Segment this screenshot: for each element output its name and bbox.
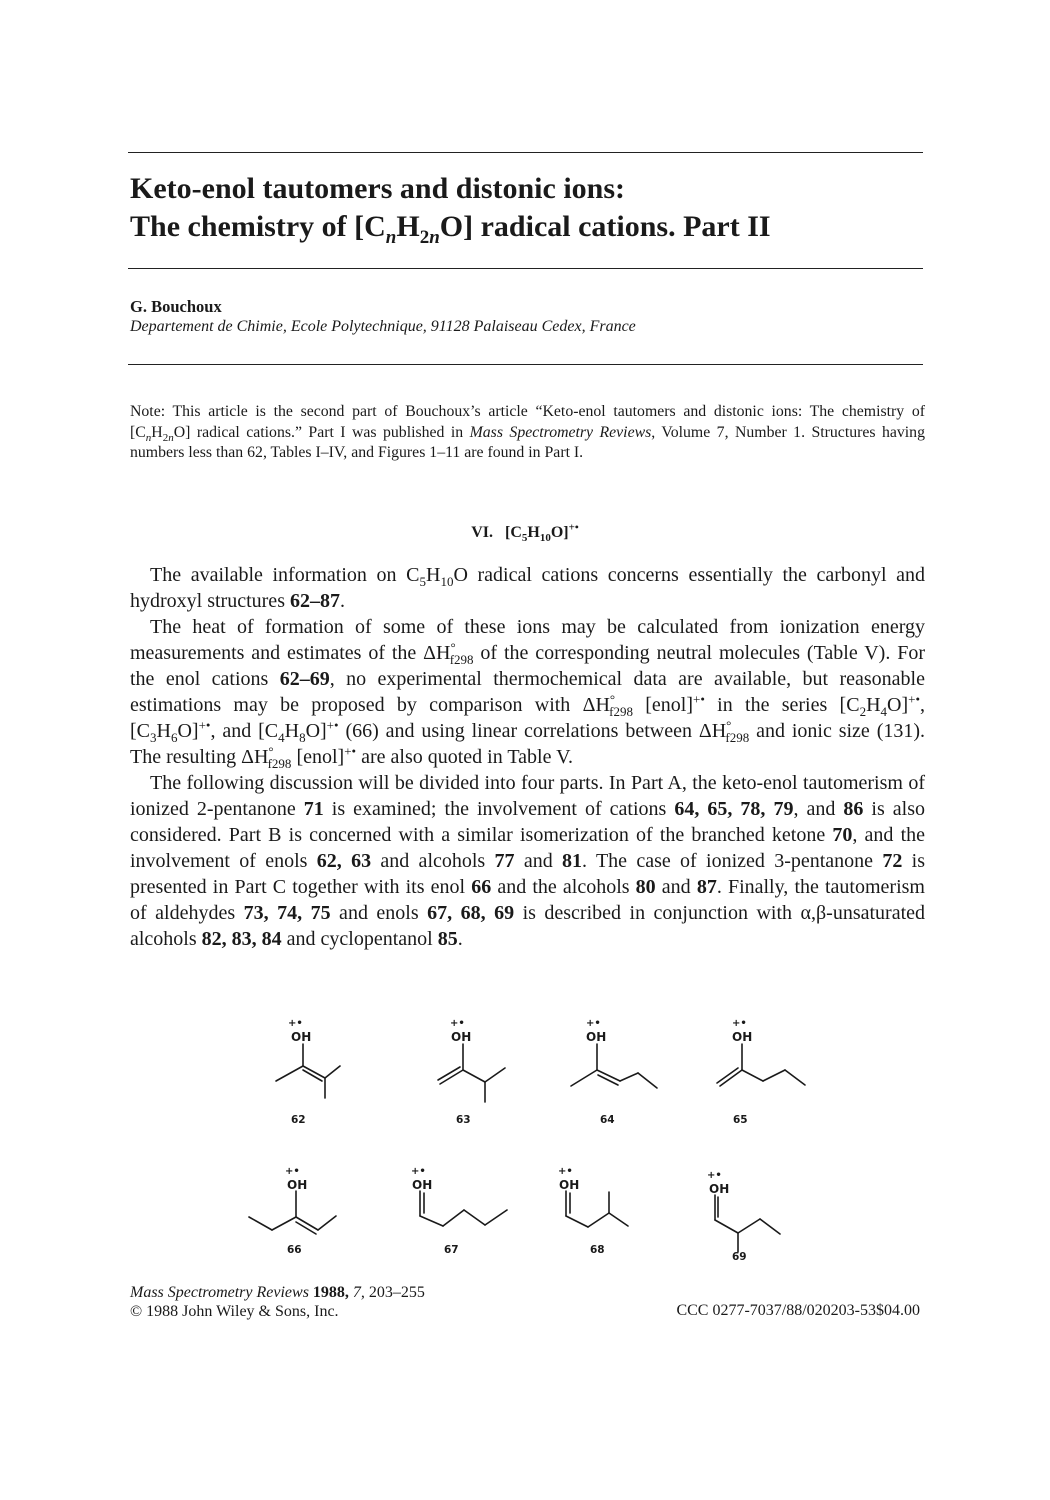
paragraph-1: The available information on $C_5H_{10}O$ radical cations concerns essentially the carbonyl and hydroxyl structures 62–87.	[130, 564, 925, 612]
radical-62: +•	[288, 1018, 303, 1029]
title-sub-2n: 2n	[419, 227, 440, 248]
note-journal: Mass Spectrometry Reviews	[469, 423, 652, 441]
radical-67: +•	[411, 1166, 426, 1177]
oh-65: OH	[732, 1030, 753, 1044]
title-line-2: The chemistry of $[C_nH_{2n}O]$ radical cations. Part II	[130, 210, 771, 248]
footer-citation	[130, 1283, 425, 1321]
oh-66: OH	[287, 1178, 308, 1192]
body-text	[130, 562, 925, 952]
structure-63	[438, 1044, 505, 1102]
title-rule	[128, 268, 923, 269]
radical-68: +•	[558, 1166, 573, 1177]
radical-65: +•	[732, 1018, 747, 1029]
structure-65	[717, 1044, 805, 1086]
footer-ccc: CCC 0277-7037/88/020203-53$04.00	[676, 1302, 920, 1319]
structure-64	[571, 1044, 657, 1088]
radical-64: +•	[586, 1018, 601, 1029]
radical-63: +•	[450, 1018, 465, 1029]
label-67: 67	[444, 1244, 459, 1256]
oh-64: OH	[586, 1030, 607, 1044]
footer-copyright: © 1988 John Wiley & Sons, Inc.	[130, 1303, 339, 1320]
radical-66: +•	[285, 1166, 300, 1177]
structure-62	[276, 1044, 340, 1098]
paragraph-3: The following discussion will be divided into four parts. In Part A, the keto-enol tautomerism of ionized 2-pentanone 71 is examined; the involvement of cations 64, 65, 78, 79, and 86 is also considered. Part B is concerned with a similar isomerization of the branched ketone 70, and the involvement of enols 62, 63 and alcohols 77 and 81. The case of ionized 3-pentanone 72 is presented in Part C together with its enol 66 and the alcohols 80 and 87. Finally, the tautomerism of aldehydes 73, 74, 75 and enols 67, 68, 69 is described in conjunction with α,β-unsaturated alcohols 82, 83, 84 and cyclopentanol 85.	[130, 772, 926, 950]
structure-66	[249, 1191, 336, 1234]
oh-67: OH	[412, 1178, 433, 1192]
label-66: 66	[287, 1244, 302, 1256]
editor-note: Note: This article is the second part of Bouchoux’s article “Keto-enol tautomers and distonic ions: The chemistry of $[C_nH_{2n}O]$ radical cations.” Part I was published in Mass Spectrometry Reviews, Volume 7, Number 1. Structures having numbers less than 62, Tables I–IV, and Figures 1–11 are found in Part I.	[130, 403, 925, 461]
oh-69: OH	[709, 1182, 730, 1196]
label-64: 64	[600, 1114, 615, 1126]
label-68: 68	[590, 1244, 605, 1256]
label-62: 62	[291, 1114, 306, 1126]
article-title	[130, 170, 930, 246]
label-65: 65	[733, 1114, 748, 1126]
structure-67	[420, 1191, 507, 1226]
oh-63: OH	[451, 1030, 472, 1044]
section-heading: VI. $[C_5H_{10}O]^{+•}$	[471, 521, 579, 545]
structures-figure	[0, 1010, 1050, 1270]
footer-journal-line: Mass Spectrometry Reviews 1988, 7, 203–255	[130, 1284, 425, 1301]
top-rule	[128, 152, 923, 153]
title-line-1: Keto-enol tautomers and distonic ions:	[130, 172, 625, 205]
label-69: 69	[732, 1251, 747, 1263]
author-affiliation: Departement de Chimie, Ecole Polytechnique, 91128 Palaiseau Cedex, France	[130, 318, 636, 335]
paragraph-2: The heat of formation of some of these ions may be calculated from ionization energy measurements and estimates of the $\Delta H^\circ_{f298}$ of the corresponding neutral molecules (Table V). For the enol cations 62–69, no experimental thermochemical data are available, but reasonable estimations may be proposed by comparison with $\Delta H^\circ_{f298}$ [enol]+• in the series $[C_2H_4O]^{+•}$, $[C_3H_6O]^{+•}$, and $[C_4H_8O]^{+•}$ (66) and using linear correlations between $\Delta H^\circ_{f298}$ and ionic size (131). The resulting $\Delta H^\circ_{f298}$ [enol]+• are also quoted in Table V.	[130, 616, 926, 771]
author-name: G. Bouchoux	[130, 297, 222, 316]
oh-62: OH	[291, 1030, 312, 1044]
label-63: 63	[456, 1114, 471, 1126]
structure-69	[715, 1195, 780, 1252]
radical-69: +•	[707, 1170, 722, 1181]
structure-68	[566, 1191, 628, 1227]
affiliation-rule	[128, 364, 923, 365]
oh-68: OH	[559, 1178, 580, 1192]
